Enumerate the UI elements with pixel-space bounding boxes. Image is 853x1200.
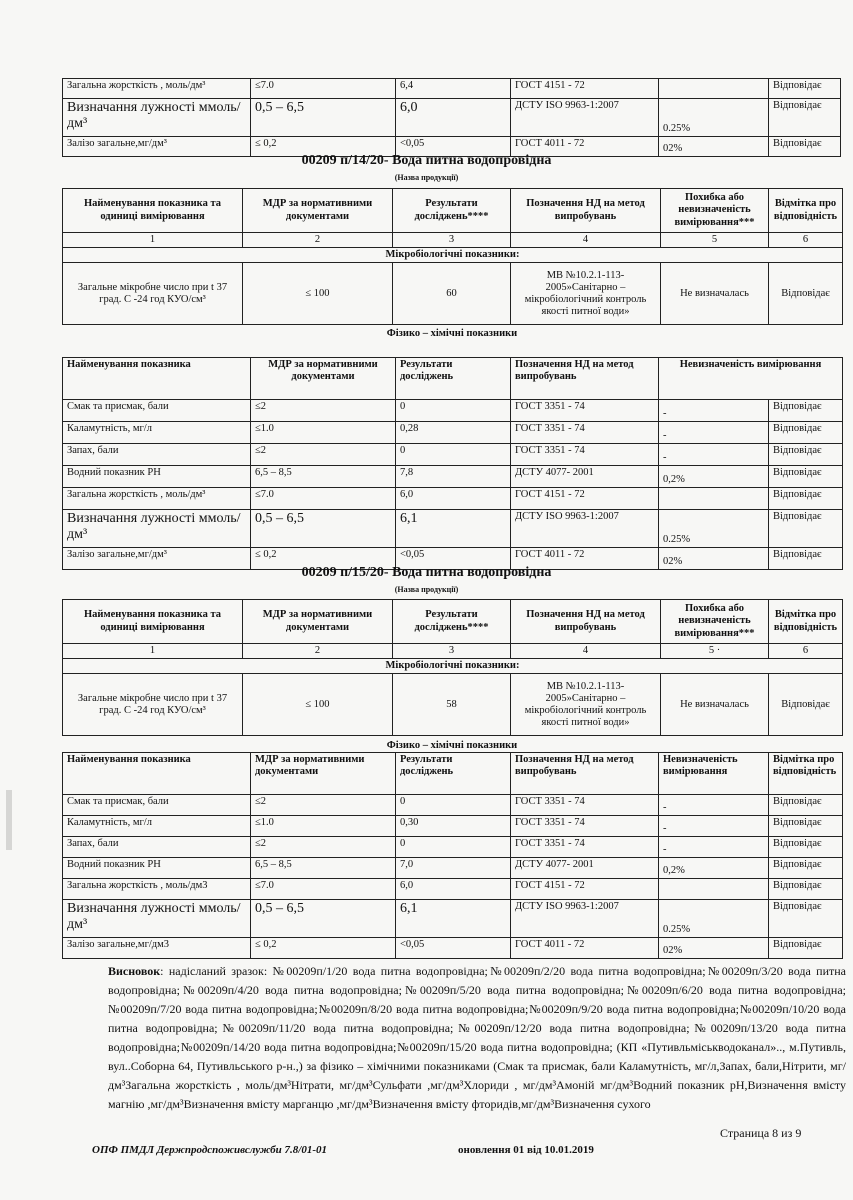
compliance-cell: Відповідає — [769, 137, 841, 157]
result-cell: 6,0 — [396, 488, 511, 510]
uncertainty-cell: 0.25% — [659, 99, 769, 137]
table-row — [63, 837, 843, 858]
mdr-cell: ≤7.0 — [251, 879, 396, 900]
indicator-cell: Загальна жорсткість , моль/дм³ — [63, 79, 251, 99]
phys-header-result: Результати досліджень — [396, 753, 511, 795]
method-cell: ДСТУ 4077- 2001 — [511, 858, 659, 879]
header-result: Результати досліджень**** — [393, 600, 511, 644]
phys-header-result: Результати досліджень — [396, 358, 511, 400]
compliance-cell: Відповідає — [769, 795, 843, 816]
table-row — [63, 510, 843, 548]
uncertainty-cell — [659, 488, 769, 510]
header-name: Найменування показника та одиниці вимірювання — [63, 600, 243, 644]
micro-section-label: Мікробіологічні показники: — [63, 659, 843, 674]
mdr-cell: 6,5 – 8,5 — [251, 858, 396, 879]
indicator-cell: Загальна жорсткість , моль/дм3 — [63, 879, 251, 900]
indicator-cell: Загальна жорсткість , моль/дм³ — [63, 488, 251, 510]
indicator-cell: Залізо загальне,мг/дм3 — [63, 938, 251, 959]
sample14-micro-table — [62, 188, 843, 325]
indicator-cell: Запах, бали — [63, 444, 251, 466]
result-cell: 7,8 — [396, 466, 511, 488]
scan-mark — [6, 790, 12, 850]
method-cell: ДСТУ 4077- 2001 — [511, 466, 659, 488]
compliance-cell: Відповідає — [769, 400, 843, 422]
header-method: Позначення НД на метод випробувань — [511, 189, 661, 233]
compliance-cell: Відповідає — [769, 99, 841, 137]
conclusion-label: Висновок — [108, 964, 161, 978]
mdr-cell: ≤ 0,2 — [251, 137, 396, 157]
col-number: 1 — [63, 644, 243, 659]
table-row — [63, 879, 843, 900]
col-number: 4 — [511, 233, 661, 248]
phys-header-uncertainty: Невизначеність вимірювання — [659, 358, 843, 400]
compliance-cell: Відповідає — [769, 466, 843, 488]
result-cell: 6,1 — [396, 900, 511, 938]
compliance-cell: Відповідає — [769, 879, 843, 900]
sample14-phys-table — [62, 357, 843, 570]
mdr-cell: ≤7.0 — [251, 488, 396, 510]
micro-method: МВ №10.2.1-113-2005»Санітарно – мікробіологічний контроль якості питної води» — [511, 674, 661, 736]
compliance-cell: Відповідає — [769, 488, 843, 510]
footer-revision: оновлення 01 від 10.01.2019 — [458, 1144, 594, 1156]
result-cell: 0,28 — [396, 422, 511, 444]
header-name: Найменування показника та одиниці вимірювання — [63, 189, 243, 233]
uncertainty-cell: 0.25% — [659, 510, 769, 548]
mdr-cell: ≤ 0,2 — [251, 938, 396, 959]
indicator-cell: Визначання лужності ммоль/дм³ — [63, 510, 251, 548]
method-cell: ГОСТ 3351 - 74 — [511, 422, 659, 444]
result-cell: <0,05 — [396, 548, 511, 570]
sample15-phys-table — [62, 752, 843, 959]
sample15-title: 00209 п/15/20- Вода питна водопровідна — [301, 565, 552, 580]
header-mdr: МДР за нормативними документами — [243, 189, 393, 233]
uncertainty-cell: 0.25% — [659, 900, 769, 938]
phys-header-uncertainty: Невизначеність вимірювання — [659, 753, 769, 795]
method-cell: ДСТУ ISO 9963-1:2007 — [511, 99, 659, 137]
sample15-phys-label: Фізико – хімічні показники — [386, 740, 518, 751]
uncertainty-cell: 0,2% — [659, 858, 769, 879]
uncertainty-cell: - — [659, 422, 769, 444]
mdr-cell: ≤1.0 — [251, 816, 396, 837]
micro-compliance: Відповідає — [769, 674, 843, 736]
table-row — [63, 444, 843, 466]
mdr-cell: ≤ 0,2 — [251, 548, 396, 570]
col-number: 5 · — [661, 644, 769, 659]
sample14-phys-label: Фізико – хімічні показники — [386, 328, 518, 339]
uncertainty-cell: 02% — [659, 137, 769, 157]
uncertainty-cell: - — [659, 837, 769, 858]
method-cell: ГОСТ 4011 - 72 — [511, 938, 659, 959]
method-cell: ДСТУ ISO 9963-1:2007 — [511, 510, 659, 548]
method-cell: ГОСТ 3351 - 74 — [511, 816, 659, 837]
header-compliance: Відмітка про відповідність — [769, 189, 843, 233]
mdr-cell: ≤1.0 — [251, 422, 396, 444]
col-number: 5 — [661, 233, 769, 248]
header-method: Позначення НД на метод випробувань — [511, 600, 661, 644]
phys-header-mdr: МДР за нормативними документами — [251, 358, 396, 400]
method-cell: ГОСТ 3351 - 74 — [511, 837, 659, 858]
table-row — [63, 422, 843, 444]
compliance-cell: Відповідає — [769, 79, 841, 99]
sample14-subtitle: (Назва продукції) — [394, 173, 459, 182]
col-number: 3 — [393, 644, 511, 659]
conclusion-text: : надісланий зразок: №00209п/1/20 вода питна водопровідна;№00209п/2/20 вода питна водопровідна;№00209п/3/20 вода питна водопровідна;№00209п/4/20 вода питна водопровідна;№00209п/5/20 вода питна водопровідна;№00209п/6/20 вода питна водопровідна;№00209п/7/20 вода питна водопровідна;№00209п/8/20 вода питна водопровідна;№00209п/9/20 вода питна водопровідна;№00209п/10/20 вода питна водопровідна;№00209п/11/20 вода питна водопровідна;№00209п/12/20 вода питна водопровідна;№00209п/13/20 вода питна водопровідна;№00209п/14/20 вода питна водопровідна;№00209п/15/20 вода питна водопровідна; (КП «Путивльміськводоканал».., м.Путивль, вул..Соборна 64, Путивльського р-н.,) за фізико – хімічними показниками (Смак та присмак, бали Каламутність, мг/л,Запах, бали,Нітрити, мг/дм³Загальна жорсткість , моль/дм³Нітрати, мг/дм³Сульфати ,мг/дм³Хлориди , мг/дм³Амоній мг/дм³Водний показник рН,Визначення вмісту магнію ,мг/дм³Визначення вмісту марганцю ,мг/дм³Визначення вмісту фторидів,мг/дм³Визначення сухого — [108, 964, 846, 1111]
header-compliance: Відмітка про відповідність — [769, 600, 843, 644]
indicator-cell: Каламутність, мг/л — [63, 816, 251, 837]
method-cell: ГОСТ 4011 - 72 — [511, 548, 659, 570]
uncertainty-cell: 02% — [659, 938, 769, 959]
uncertainty-cell: - — [659, 816, 769, 837]
header-mdr: МДР за нормативними документами — [243, 600, 393, 644]
micro-uncertainty: Не визначалась — [661, 674, 769, 736]
phys-header-mdr: МДР за нормативними документами — [251, 753, 396, 795]
result-cell: 0 — [396, 795, 511, 816]
col-number: 2 — [243, 233, 393, 248]
compliance-cell: Відповідає — [769, 510, 843, 548]
footer-form-code: ОПФ ПМДЛ Держпродспоживслужби 7.8/01-01 — [92, 1144, 328, 1156]
compliance-cell: Відповідає — [769, 837, 843, 858]
result-cell: 0 — [396, 837, 511, 858]
mdr-cell: ≤2 — [251, 837, 396, 858]
header-result: Результати досліджень**** — [393, 189, 511, 233]
micro-result: 58 — [393, 674, 511, 736]
col-number: 4 — [511, 644, 661, 659]
micro-uncertainty: Не визначалась — [661, 263, 769, 325]
micro-section-label: Мікробіологічні показники: — [63, 248, 843, 263]
result-cell: <0,05 — [396, 938, 511, 959]
mdr-cell: ≤2 — [251, 444, 396, 466]
micro-mdr: ≤ 100 — [243, 263, 393, 325]
mdr-cell: ≤2 — [251, 400, 396, 422]
mdr-cell: 0,5 – 6,5 — [251, 99, 396, 137]
result-cell: 0 — [396, 444, 511, 466]
uncertainty-cell: - — [659, 444, 769, 466]
header-uncertainty: Похибка або невизначеність вимірювання*** — [661, 600, 769, 644]
phys-header-compliance: Відмітка про відповідність — [769, 753, 843, 795]
compliance-cell: Відповідає — [769, 858, 843, 879]
indicator-cell: Залізо загальне,мг/дм³ — [63, 137, 251, 157]
mdr-cell: 0,5 – 6,5 — [251, 900, 396, 938]
sample14-title: 00209 п/14/20- Вода питна водопровідна — [301, 153, 552, 168]
phys-header-method: Позначення НД на метод випробувань — [511, 358, 659, 400]
method-cell: ГОСТ 4151 - 72 — [511, 79, 659, 99]
table-row — [63, 938, 843, 959]
result-cell: 6,1 — [396, 510, 511, 548]
uncertainty-cell: 0,2% — [659, 466, 769, 488]
result-cell: 0 — [396, 400, 511, 422]
table-row — [63, 400, 843, 422]
sample15-subtitle: (Назва продукції) — [394, 585, 459, 594]
col-number: 3 — [393, 233, 511, 248]
result-cell: <0,05 — [396, 137, 511, 157]
compliance-cell: Відповідає — [769, 938, 843, 959]
method-cell: ГОСТ 3351 - 74 — [511, 795, 659, 816]
micro-indicator: Загальне мікробне число при t 37 град. С -24 год КУО/см³ — [63, 674, 243, 736]
mdr-cell: ≤2 — [251, 795, 396, 816]
table-row — [63, 858, 843, 879]
col-number: 6 — [769, 644, 843, 659]
phys-header-name: Найменування показника — [63, 358, 251, 400]
micro-result: 60 — [393, 263, 511, 325]
result-cell: 6,0 — [396, 879, 511, 900]
table-row — [63, 900, 843, 938]
indicator-cell: Смак та присмак, бали — [63, 795, 251, 816]
compliance-cell: Відповідає — [769, 816, 843, 837]
indicator-cell: Водний показник РН — [63, 858, 251, 879]
method-cell: ГОСТ 4151 - 72 — [511, 879, 659, 900]
table-row — [63, 466, 843, 488]
table-row — [63, 79, 841, 99]
method-cell: ГОСТ 4151 - 72 — [511, 488, 659, 510]
uncertainty-cell: 02% — [659, 548, 769, 570]
result-cell: 6,4 — [396, 79, 511, 99]
method-cell: ДСТУ ISO 9963-1:2007 — [511, 900, 659, 938]
micro-method: МВ №10.2.1-113-2005»Санітарно – мікробіологічний контроль якості питної води» — [511, 263, 661, 325]
micro-compliance: Відповідає — [769, 263, 843, 325]
col-number: 1 — [63, 233, 243, 248]
mdr-cell: ≤7.0 — [251, 79, 396, 99]
method-cell: ГОСТ 3351 - 74 — [511, 400, 659, 422]
phys-header-method: Позначення НД на метод випробувань — [511, 753, 659, 795]
mdr-cell: 6,5 – 8,5 — [251, 466, 396, 488]
micro-mdr: ≤ 100 — [243, 674, 393, 736]
table-row — [63, 795, 843, 816]
compliance-cell: Відповідає — [769, 900, 843, 938]
indicator-cell: Залізо загальне,мг/дм³ — [63, 548, 251, 570]
phys-header-name: Найменування показника — [63, 753, 251, 795]
uncertainty-cell: - — [659, 400, 769, 422]
result-cell: 0,30 — [396, 816, 511, 837]
mdr-cell: 0,5 – 6,5 — [251, 510, 396, 548]
uncertainty-cell: - — [659, 795, 769, 816]
conclusion — [108, 962, 846, 1114]
page-number: Страница 8 из 9 — [720, 1126, 802, 1140]
compliance-cell: Відповідає — [769, 444, 843, 466]
indicator-cell: Визначання лужності ммоль/дм³ — [63, 900, 251, 938]
table-row — [63, 99, 841, 137]
compliance-cell: Відповідає — [769, 548, 843, 570]
indicator-cell: Смак та присмак, бали — [63, 400, 251, 422]
method-cell: ГОСТ 4011 - 72 — [511, 137, 659, 157]
result-cell: 6,0 — [396, 99, 511, 137]
result-cell: 7,0 — [396, 858, 511, 879]
compliance-cell: Відповідає — [769, 422, 843, 444]
col-number: 2 — [243, 644, 393, 659]
uncertainty-cell — [659, 79, 769, 99]
indicator-cell: Визначання лужності ммоль/дм³ — [63, 99, 251, 137]
indicator-cell: Водний показник РН — [63, 466, 251, 488]
method-cell: ГОСТ 3351 - 74 — [511, 444, 659, 466]
sample15-micro-table — [62, 599, 843, 736]
col-number: 6 — [769, 233, 843, 248]
table-row — [63, 816, 843, 837]
indicator-cell: Запах, бали — [63, 837, 251, 858]
uncertainty-cell — [659, 879, 769, 900]
header-uncertainty: Похибка або невизначеність вимірювання*** — [661, 189, 769, 233]
indicator-cell: Каламутність, мг/л — [63, 422, 251, 444]
micro-indicator: Загальне мікробне число при t 37 град. С -24 год КУО/см³ — [63, 263, 243, 325]
previous-sample-table — [62, 78, 841, 157]
table-row — [63, 488, 843, 510]
